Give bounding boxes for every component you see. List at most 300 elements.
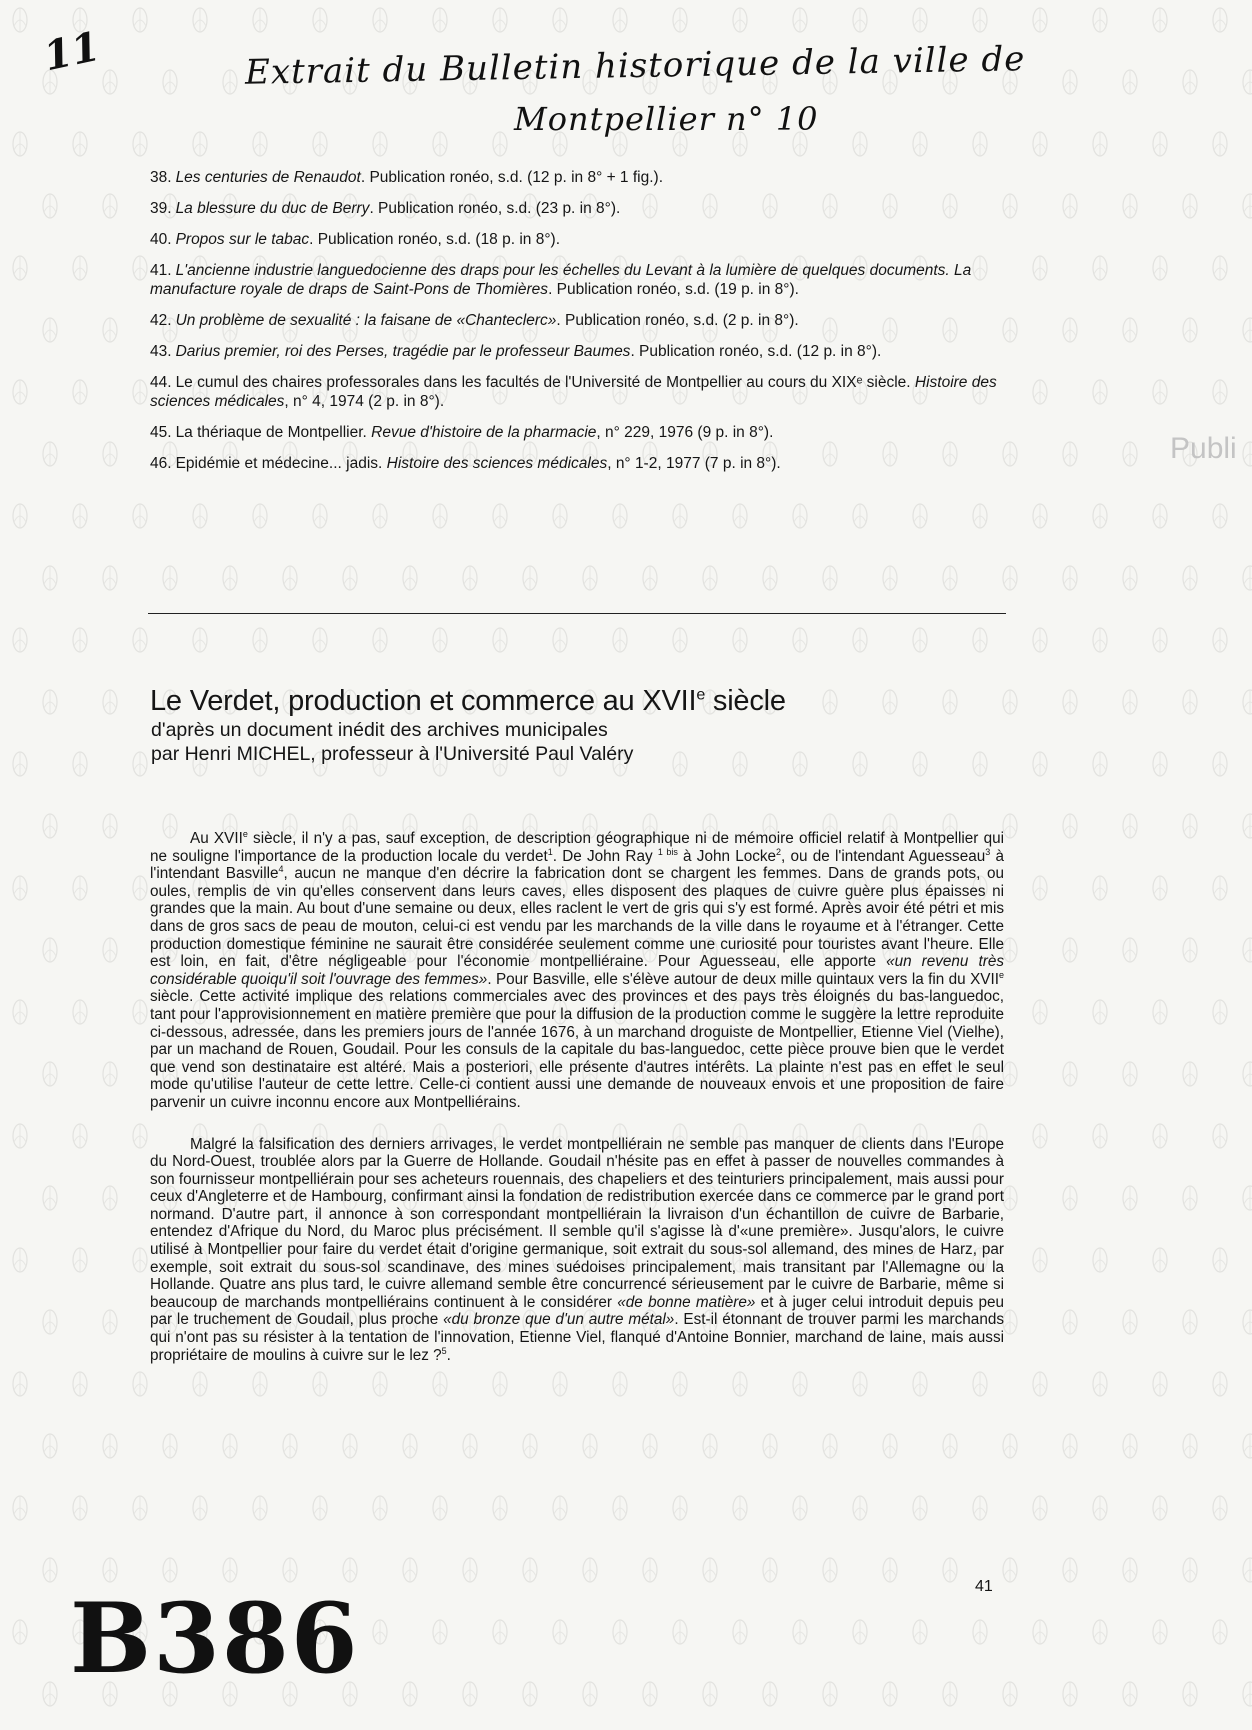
watermark-emblem — [853, 1620, 867, 1644]
article-paragraph-1 — [150, 830, 1004, 1112]
watermark-emblem — [823, 690, 837, 714]
watermark-emblem — [673, 8, 687, 32]
entry-details: . Publication ronéo, s.d. (12 p. in 8°). — [630, 343, 882, 360]
watermark-emblem — [1213, 1496, 1227, 1520]
watermark-emblem — [493, 1620, 507, 1644]
watermark-emblem — [1063, 566, 1077, 590]
watermark-emblem — [1183, 690, 1197, 714]
watermark-emblem — [43, 1062, 57, 1086]
watermark-emblem — [613, 1620, 627, 1644]
watermark-emblem — [973, 1620, 987, 1644]
watermark-emblem — [493, 132, 507, 156]
watermark-emblem — [103, 1062, 117, 1086]
watermark-emblem — [1153, 876, 1167, 900]
watermark-emblem — [103, 194, 117, 218]
entry-number: 45. — [150, 424, 172, 441]
watermark-emblem — [1063, 1558, 1077, 1582]
watermark-emblem — [253, 8, 267, 32]
watermark-emblem — [433, 628, 447, 652]
watermark-emblem — [1033, 8, 1047, 32]
watermark-emblem — [193, 8, 207, 32]
watermark-emblem — [943, 1558, 957, 1582]
watermark-emblem — [1213, 628, 1227, 652]
subtitle-author-line: par Henri MICHEL, professeur à l'Université Paul Valéry — [151, 743, 634, 765]
watermark-emblem — [103, 1434, 117, 1458]
watermark-emblem — [1213, 1248, 1227, 1272]
watermark-emblem — [1213, 1000, 1227, 1024]
watermark-emblem — [1003, 1682, 1017, 1706]
watermark-emblem — [463, 1682, 477, 1706]
watermark-emblem — [1123, 1186, 1137, 1210]
entry-number: 44. — [150, 374, 172, 391]
text-run: . Pour Basville, elle s'élève autour de deux mille quintaux vers la fin du XVII — [487, 970, 999, 988]
watermark-emblem — [163, 1558, 177, 1582]
watermark-emblem — [313, 132, 327, 156]
entry-title: L'ancienne industrie languedocienne des draps pour les échelles du Levant à la lumière de quelques documents. La manufacture royale de draps de Saint-Pons de Thomières — [150, 262, 972, 298]
watermark-emblem — [1153, 380, 1167, 404]
watermark-emblem — [283, 1434, 297, 1458]
watermark-emblem — [433, 132, 447, 156]
watermark-emblem — [343, 1434, 357, 1458]
watermark-emblem — [643, 1558, 657, 1582]
watermark-emblem — [433, 504, 447, 528]
watermark-emblem — [793, 1620, 807, 1644]
watermark-emblem — [403, 1434, 417, 1458]
watermark-emblem — [313, 1496, 327, 1520]
watermark-emblem — [103, 442, 117, 466]
watermark-emblem — [373, 1620, 387, 1644]
watermark-emblem — [73, 1372, 87, 1396]
watermark-emblem — [1123, 690, 1137, 714]
watermark-emblem — [1153, 1496, 1167, 1520]
quotation: «de bonne matière» — [617, 1293, 756, 1311]
watermark-emblem — [613, 8, 627, 32]
entry-number: 39. — [150, 200, 172, 217]
watermark-emblem — [553, 1620, 567, 1644]
watermark-emblem — [1183, 1062, 1197, 1086]
watermark-emblem — [1003, 690, 1017, 714]
entry-details: , n° 1-2, 1977 (7 p. in 8°). — [607, 455, 781, 472]
watermark-emblem — [1243, 814, 1252, 838]
watermark-emblem — [763, 566, 777, 590]
watermark-emblem — [1123, 1310, 1137, 1334]
watermark-emblem — [43, 938, 57, 962]
publication-entry — [150, 342, 1006, 361]
watermark-emblem — [103, 938, 117, 962]
article-body — [150, 830, 1004, 1388]
watermark-emblem — [433, 1496, 447, 1520]
watermark-emblem — [1063, 690, 1077, 714]
publication-entry — [150, 454, 1006, 473]
watermark-emblem — [13, 876, 27, 900]
watermark-emblem — [1213, 8, 1227, 32]
watermark-emblem — [853, 628, 867, 652]
watermark-emblem — [673, 504, 687, 528]
watermark-emblem — [1063, 1682, 1077, 1706]
watermark-emblem — [1093, 1620, 1107, 1644]
watermark-emblem — [163, 70, 177, 94]
watermark-emblem — [1093, 504, 1107, 528]
watermark-emblem — [853, 504, 867, 528]
watermark-emblem — [1243, 318, 1252, 342]
watermark-emblem — [1123, 1558, 1137, 1582]
watermark-emblem — [553, 8, 567, 32]
watermark-emblem — [1063, 318, 1077, 342]
watermark-emblem — [1213, 876, 1227, 900]
watermark-emblem — [253, 132, 267, 156]
watermark-emblem — [673, 1620, 687, 1644]
watermark-emblem — [1003, 1310, 1017, 1334]
watermark-emblem — [1183, 70, 1197, 94]
entry-title: La blessure du duc de Berry — [175, 200, 370, 217]
publication-list — [150, 168, 1006, 485]
watermark-emblem — [913, 132, 927, 156]
watermark-emblem — [823, 1682, 837, 1706]
watermark-emblem — [43, 318, 57, 342]
watermark-emblem — [1033, 504, 1047, 528]
text-run: , ou de l'intendant Aguesseau — [781, 847, 986, 865]
watermark-emblem — [1213, 1620, 1227, 1644]
watermark-emblem — [1153, 1248, 1167, 1272]
watermark-emblem — [1063, 1310, 1077, 1334]
watermark-emblem — [493, 8, 507, 32]
watermark-emblem — [1033, 628, 1047, 652]
watermark-emblem — [133, 504, 147, 528]
subtitle-source-line: d'après un document inédit des archives municipales — [151, 719, 608, 741]
watermark-emblem — [793, 1496, 807, 1520]
watermark-emblem — [793, 628, 807, 652]
watermark-emblem — [133, 628, 147, 652]
watermark-emblem — [13, 1372, 27, 1396]
text-run: Au XVII — [190, 830, 243, 847]
watermark-emblem — [643, 1682, 657, 1706]
watermark-emblem — [733, 1620, 747, 1644]
watermark-emblem — [133, 752, 147, 776]
watermark-emblem — [13, 628, 27, 652]
watermark-emblem — [43, 442, 57, 466]
watermark-emblem — [133, 876, 147, 900]
watermark-emblem — [643, 1434, 657, 1458]
entry-details: , n° 4, 1974 (2 p. in 8°). — [284, 393, 445, 410]
watermark-emblem — [463, 1434, 477, 1458]
watermark-emblem — [553, 628, 567, 652]
watermark-emblem — [313, 628, 327, 652]
watermark-emblem — [193, 504, 207, 528]
superscript: 3 — [985, 846, 991, 857]
watermark-emblem — [253, 1496, 267, 1520]
publication-entry — [150, 311, 1006, 330]
watermark-emblem — [103, 814, 117, 838]
watermark-emblem — [733, 504, 747, 528]
watermark-emblem — [913, 504, 927, 528]
watermark-emblem — [1243, 1682, 1252, 1706]
watermark-emblem — [313, 8, 327, 32]
watermark-emblem — [103, 690, 117, 714]
publication-entry — [150, 199, 1006, 218]
watermark-emblem — [1093, 256, 1107, 280]
text-run: siècle, il n'y a pas, sauf exception, de description géographique ni de mémoire officiel relatif à Montpellier qui ne souligne l'importance de la production locale du verdet — [150, 830, 1004, 865]
watermark-emblem — [73, 380, 87, 404]
watermark-emblem — [1153, 1372, 1167, 1396]
watermark-emblem — [1153, 628, 1167, 652]
watermark-emblem — [943, 1434, 957, 1458]
watermark-emblem — [883, 566, 897, 590]
watermark-emblem — [373, 504, 387, 528]
watermark-emblem — [283, 566, 297, 590]
watermark-emblem — [913, 1496, 927, 1520]
watermark-emblem — [943, 566, 957, 590]
entry-text: La thériaque de Montpellier. — [175, 424, 372, 441]
watermark-emblem — [1003, 1434, 1017, 1458]
watermark-emblem — [703, 1434, 717, 1458]
watermark-emblem — [43, 566, 57, 590]
watermark-emblem — [1243, 938, 1252, 962]
watermark-emblem — [523, 1682, 537, 1706]
watermark-emblem — [1033, 1372, 1047, 1396]
watermark-emblem — [43, 814, 57, 838]
watermark-emblem — [133, 256, 147, 280]
watermark-emblem — [1123, 1062, 1137, 1086]
watermark-emblem — [1093, 1000, 1107, 1024]
watermark-emblem — [1123, 1434, 1137, 1458]
watermark-emblem — [73, 504, 87, 528]
superscript: 1 bis — [657, 846, 678, 857]
entry-number: 38. — [150, 169, 172, 186]
watermark-emblem — [103, 1558, 117, 1582]
watermark-emblem — [523, 1434, 537, 1458]
entry-details: . Publication ronéo, s.d. (19 p. in 8°). — [548, 281, 799, 298]
publication-entry — [150, 230, 1006, 249]
entry-details: . Publication ronéo, s.d. (2 p. in 8°). — [556, 312, 799, 329]
entry-number: 42. — [150, 312, 172, 329]
article-subtitle — [151, 718, 633, 766]
text-run: et à juger celui introduit depuis peu par le truchement de Goudail, plus proche — [150, 1293, 1004, 1329]
watermark-emblem — [13, 1620, 27, 1644]
watermark-emblem — [1243, 1434, 1252, 1458]
watermark-emblem — [493, 504, 507, 528]
watermark-emblem — [1003, 1186, 1017, 1210]
watermark-emblem — [13, 1124, 27, 1148]
watermark-emblem — [913, 628, 927, 652]
watermark-emblem — [1033, 256, 1047, 280]
watermark-emblem — [1153, 504, 1167, 528]
watermark-emblem — [793, 752, 807, 776]
superscript: 5 — [441, 1345, 447, 1356]
watermark-emblem — [253, 628, 267, 652]
watermark-emblem — [1093, 752, 1107, 776]
watermark-emblem — [1033, 752, 1047, 776]
watermark-emblem — [283, 1558, 297, 1582]
watermark-emblem — [853, 8, 867, 32]
watermark-emblem — [133, 8, 147, 32]
watermark-emblem — [343, 566, 357, 590]
text-run: . De John Ray — [552, 847, 658, 865]
watermark-emblem — [1003, 566, 1017, 590]
watermark-emblem — [1093, 1372, 1107, 1396]
watermark-emblem — [13, 8, 27, 32]
watermark-emblem — [883, 1434, 897, 1458]
watermark-emblem — [1033, 380, 1047, 404]
watermark-emblem — [133, 1000, 147, 1024]
watermark-emblem — [133, 1124, 147, 1148]
watermark-emblem — [1003, 938, 1017, 962]
watermark-emblem — [43, 1310, 57, 1334]
publication-entry — [150, 423, 1006, 442]
watermark-emblem — [523, 1558, 537, 1582]
text-run: à l'intendant Basville — [150, 847, 1004, 883]
watermark-emblem — [583, 1682, 597, 1706]
watermark-emblem — [733, 1496, 747, 1520]
watermark-emblem — [1213, 256, 1227, 280]
superscript: 4 — [278, 864, 284, 875]
watermark-emblem — [133, 1372, 147, 1396]
watermark-emblem — [1063, 814, 1077, 838]
watermark-emblem — [553, 1496, 567, 1520]
watermark-emblem — [1243, 70, 1252, 94]
watermark-emblem — [1213, 1124, 1227, 1148]
watermark-emblem — [1123, 70, 1137, 94]
publication-entry — [150, 373, 1006, 411]
watermark-emblem — [583, 1558, 597, 1582]
watermark-emblem — [763, 1434, 777, 1458]
watermark-emblem — [73, 1248, 87, 1272]
watermark-emblem — [853, 132, 867, 156]
watermark-emblem — [973, 628, 987, 652]
watermark-emblem — [1093, 380, 1107, 404]
watermark-emblem — [1183, 1310, 1197, 1334]
text-run: à John Locke — [677, 847, 777, 865]
watermark-emblem — [973, 504, 987, 528]
watermark-emblem — [73, 1124, 87, 1148]
watermark-emblem — [1123, 814, 1137, 838]
watermark-emblem — [1243, 194, 1252, 218]
watermark-emblem — [133, 1248, 147, 1272]
watermark-emblem — [1153, 1620, 1167, 1644]
watermark-emblem — [103, 566, 117, 590]
watermark-emblem — [1243, 442, 1252, 466]
watermark-emblem — [1183, 194, 1197, 218]
watermark-emblem — [1033, 876, 1047, 900]
watermark-emblem — [223, 70, 237, 94]
watermark-emblem — [883, 1558, 897, 1582]
entry-number: 46. — [150, 455, 172, 472]
handwritten-catalog-reference: B386 — [70, 1582, 360, 1695]
watermark-emblem — [1123, 318, 1137, 342]
watermark-emblem — [43, 1434, 57, 1458]
watermark-emblem — [823, 566, 837, 590]
watermark-emblem — [613, 504, 627, 528]
watermark-emblem — [403, 1558, 417, 1582]
watermark-emblem — [973, 8, 987, 32]
text-run: . — [446, 1346, 451, 1364]
entry-title: Un problème de sexualité : la faisane de «Chanteclerc» — [175, 312, 557, 329]
watermark-emblem — [103, 1310, 117, 1334]
watermark-emblem — [943, 690, 957, 714]
watermark-emblem — [193, 628, 207, 652]
watermark-emblem — [133, 380, 147, 404]
watermark-emblem — [1213, 380, 1227, 404]
entry-details: . Publication ronéo, s.d. (23 p. in 8°). — [369, 200, 621, 217]
watermark-emblem — [133, 1496, 147, 1520]
watermark-emblem — [643, 566, 657, 590]
superscript: 1 — [547, 846, 553, 857]
watermark-emblem — [1093, 876, 1107, 900]
watermark-emblem — [373, 8, 387, 32]
watermark-emblem — [823, 1434, 837, 1458]
watermark-emblem — [13, 132, 27, 156]
watermark-emblem — [613, 1496, 627, 1520]
watermark-emblem — [973, 1496, 987, 1520]
watermark-emblem — [403, 1682, 417, 1706]
watermark-emblem — [1063, 442, 1077, 466]
watermark-emblem — [373, 132, 387, 156]
watermark-emblem — [1033, 1248, 1047, 1272]
watermark-emblem — [1183, 938, 1197, 962]
watermark-emblem — [343, 1558, 357, 1582]
watermark-emblem — [1153, 1124, 1167, 1148]
publication-entry — [150, 168, 1006, 187]
watermark-emblem — [73, 628, 87, 652]
watermark-emblem — [1003, 814, 1017, 838]
watermark-emblem — [1213, 1372, 1227, 1396]
entry-title: Revue d'histoire de la pharmacie — [371, 424, 597, 441]
handwritten-note-line-1: Extrait du Bulletin historique de la ville de — [244, 39, 1026, 93]
entry-details: . Publication ronéo, s.d. (12 p. in 8° + 1 fig.). — [360, 169, 664, 186]
watermark-emblem — [973, 752, 987, 776]
watermark-emblem — [1243, 1062, 1252, 1086]
watermark-emblem — [583, 1434, 597, 1458]
watermark-emblem — [1093, 132, 1107, 156]
watermark-emblem — [193, 1496, 207, 1520]
watermark-emblem — [43, 690, 57, 714]
handwritten-note-line-2: Montpellier n° 10 — [514, 100, 819, 138]
watermark-emblem — [1213, 504, 1227, 528]
watermark-emblem — [943, 1682, 957, 1706]
watermark-emblem — [463, 566, 477, 590]
watermark-emblem — [1183, 1558, 1197, 1582]
watermark-emblem — [1243, 1310, 1252, 1334]
watermark-emblem — [1063, 1062, 1077, 1086]
watermark-emblem — [133, 132, 147, 156]
entry-text: Epidémie et médecine... jadis. — [175, 455, 387, 472]
watermark-emblem — [1123, 566, 1137, 590]
watermark-emblem — [553, 504, 567, 528]
watermark-emblem — [1063, 1186, 1077, 1210]
watermark-emblem — [1213, 752, 1227, 776]
watermark-emblem — [103, 1186, 117, 1210]
quotation: «un revenu très considérable quoiqu'il soit l'ouvrage des femmes» — [150, 953, 1004, 988]
watermark-emblem — [823, 1558, 837, 1582]
watermark-emblem — [13, 1248, 27, 1272]
watermark-emblem — [43, 1186, 57, 1210]
watermark-emblem — [73, 876, 87, 900]
watermark-emblem — [223, 1434, 237, 1458]
watermark-emblem — [13, 1496, 27, 1520]
watermark-emblem — [703, 1682, 717, 1706]
watermark-emblem — [103, 70, 117, 94]
entry-details: . Publication ronéo, s.d. (18 p. in 8°). — [309, 231, 561, 248]
watermark-emblem — [1213, 132, 1227, 156]
quotation: «du bronze que d'un autre métal» — [443, 1311, 675, 1329]
watermark-emblem — [1153, 132, 1167, 156]
watermark-emblem — [1123, 1682, 1137, 1706]
watermark-emblem — [163, 566, 177, 590]
watermark-emblem — [793, 504, 807, 528]
watermark-emblem — [43, 1558, 57, 1582]
watermark-emblem — [313, 504, 327, 528]
watermark-emblem — [883, 690, 897, 714]
watermark-emblem — [1183, 318, 1197, 342]
